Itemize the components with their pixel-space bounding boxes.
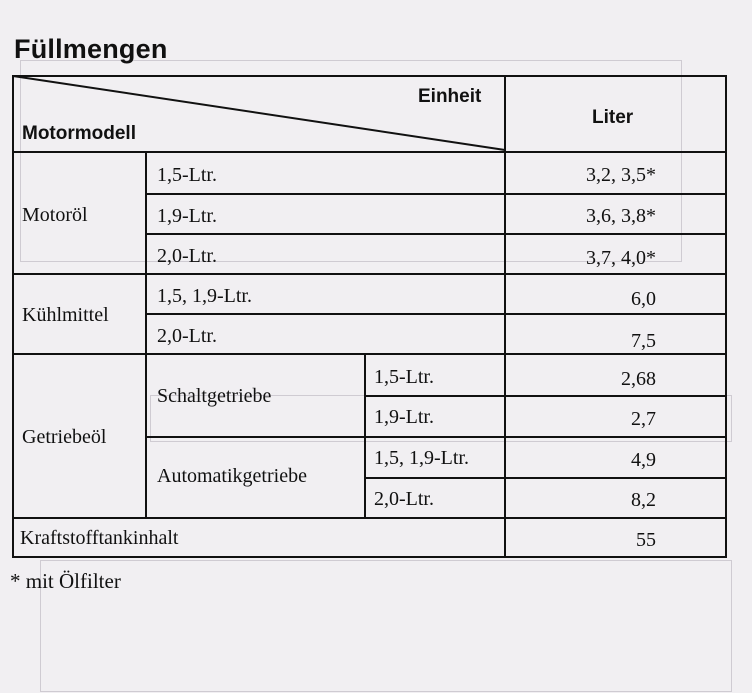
kuehlmittel-value-1: 6,0: [631, 288, 656, 310]
header-einheit: Einheit: [418, 86, 482, 107]
motoroel-value-3: 3,7, 4,0*: [586, 247, 656, 269]
motoroel-model-3: 2,0-Ltr.: [157, 245, 217, 267]
header-liter: Liter: [592, 107, 634, 128]
automatik-model-1: 1,5, 1,9-Ltr.: [374, 447, 469, 469]
motoroel-model-1: 1,5-Ltr.: [157, 164, 217, 186]
schalt-value-2: 2,7: [631, 408, 656, 430]
group-label-motoroel: Motoröl: [22, 204, 88, 226]
schaltgetriebe-label: Schaltgetriebe: [157, 385, 272, 407]
header-motormodell: Motormodell: [22, 123, 136, 144]
kuehlmittel-value-2: 7,5: [631, 330, 656, 352]
automatik-model-2: 2,0-Ltr.: [374, 488, 434, 510]
kraftstoff-value: 55: [636, 529, 656, 551]
automatikgetriebe-label: Automatikgetriebe: [157, 465, 307, 487]
motoroel-value-1: 3,2, 3,5*: [586, 164, 656, 186]
group-label-kuehlmittel: Kühlmittel: [22, 304, 109, 326]
group-label-kraftstofftankinhalt: Kraftstofftankinhalt: [20, 527, 179, 549]
footnote: * mit Ölfilter: [10, 569, 121, 593]
motoroel-value-2: 3,6, 3,8*: [586, 205, 656, 227]
automatik-value-2: 8,2: [631, 489, 656, 511]
kuehlmittel-model-2: 2,0-Ltr.: [157, 325, 217, 347]
page-title: Füllmengen: [14, 34, 168, 64]
schalt-model-2: 1,9-Ltr.: [374, 406, 434, 428]
kuehlmittel-model-1: 1,5, 1,9-Ltr.: [157, 285, 252, 307]
schalt-model-1: 1,5-Ltr.: [374, 366, 434, 388]
group-label-getriebeoel: Getriebeöl: [22, 426, 107, 448]
motoroel-model-2: 1,9-Ltr.: [157, 205, 217, 227]
automatik-value-1: 4,9: [631, 449, 656, 471]
schalt-value-1: 2,68: [621, 368, 656, 390]
